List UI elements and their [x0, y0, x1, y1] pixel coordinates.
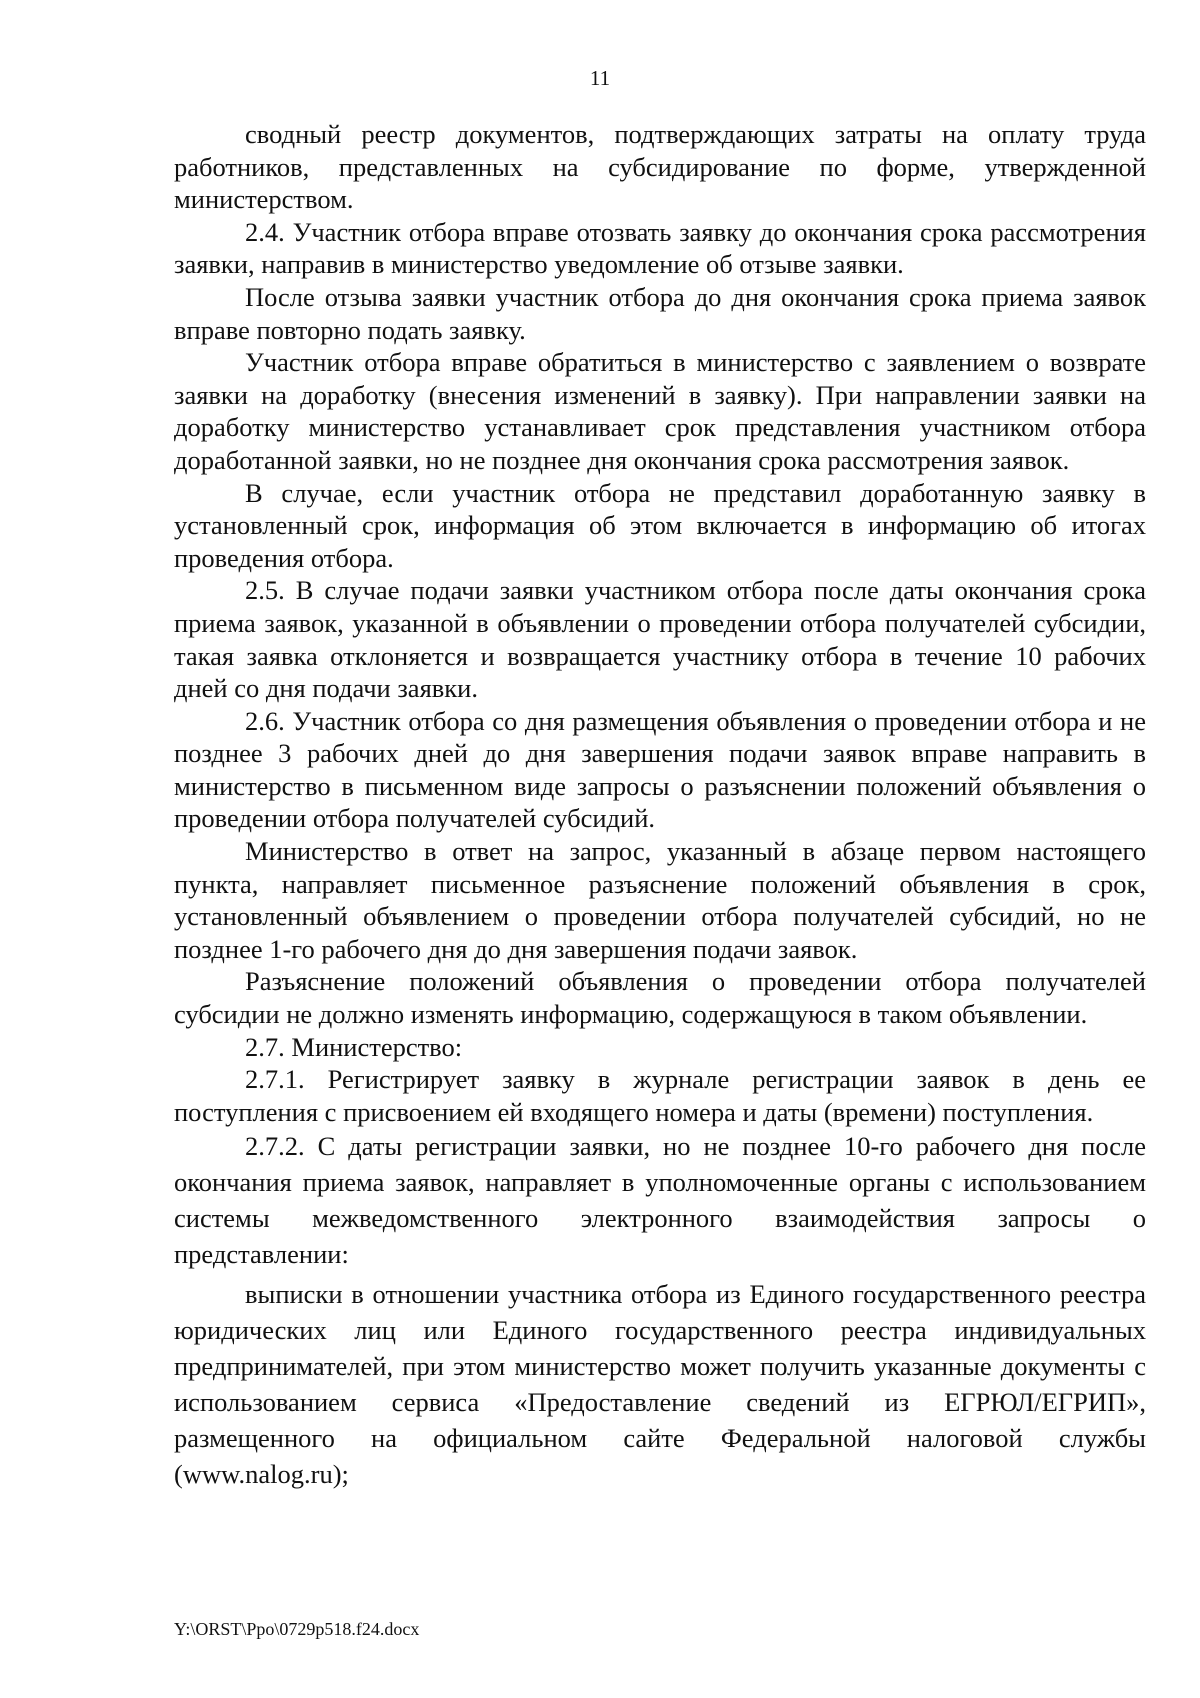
- paragraph: 2.6. Участник отбора со дня размещения объявления о проведении отбора и не позднее 3 рабочих дней до дня завершения подачи заявок вправе направить в министерство в письменном виде запросы о разъяснении положений объявления о проведении отбора получателей субсидий.: [174, 705, 1146, 834]
- paragraph: Участник отбора вправе обратиться в министерство с заявлением о возврате заявки на доработку (внесения изменений в заявку). При направлении заявки на доработку министерство устанавливает срок представления участником отбора доработанной заявки, но не позднее дня окончания срока рассмотрения заявок.: [174, 347, 1146, 475]
- paragraph: сводный реестр документов, подтверждающих затраты на оплату труда работников, представленных на субсидирование по форме, утвержденной министерством.: [174, 119, 1146, 215]
- footer-file-path: Y:\ORST\Ppo\0729p518.f24.docx: [174, 1619, 420, 1639]
- paragraph: 2.4. Участник отбора вправе отозвать заявку до окончания срока рассмотрения заявки, направив в министерство уведомление об отзыве заявки.: [174, 216, 1146, 280]
- paragraph: 2.7. Министерство:: [245, 1031, 463, 1062]
- paragraph: После отзыва заявки участник отбора до дня окончания срока приема заявок вправе повторно подать заявку.: [174, 281, 1146, 345]
- document-body: [174, 118, 1146, 1492]
- paragraph: Разъяснение положений объявления о проведении отбора получателей субсидии не должно изменять информацию, содержащуюся в таком объявлении.: [174, 966, 1146, 1030]
- paragraph: 2.5. В случае подачи заявки участником отбора после даты окончания срока приема заявок, указанной в объявлении о проведении отбора получателей субсидии, такая заявка отклоняется и возвращается участнику отбора в течение 10 рабочих дней со дня подачи заявки.: [174, 575, 1146, 704]
- paragraph: 2.7.1. Регистрирует заявку в журнале регистрации заявок в день ее поступления с присвоением ей входящего номера и даты (времени) поступления.: [174, 1064, 1146, 1127]
- paragraph: выписки в отношении участника отбора из Единого государственного реестра юридических лиц или Единого государственного реестра индивидуальных предпринимателей, при этом министерство может получить указанные документы с использованием сервиса «Предоставление сведений из ЕГРЮЛ/ЕГРИП», размещенного на официальном сайте Федеральной налоговой службы (www.nalog.ru);: [174, 1279, 1146, 1490]
- paragraph: Министерство в ответ на запрос, указанный в абзаце первом настоящего пункта, направляет письменное разъяснение положений объявления в срок, установленный объявлением о проведении отбора получателей субсидий, но не позднее 1-го рабочего дня до дня завершения подачи заявок.: [174, 836, 1146, 964]
- page-number: 11: [589, 66, 611, 90]
- paragraph: В случае, если участник отбора не представил доработанную заявку в установленный срок, информация об этом включается в информацию об итогах проведения отбора.: [174, 477, 1146, 573]
- paragraph: 2.7.2. С даты регистрации заявки, но не позднее 10-го рабочего дня после окончания приема заявок, направляет в уполномоченные органы с использованием системы межведомственного электронного взаимодействия запросы о представлении:: [174, 1131, 1146, 1270]
